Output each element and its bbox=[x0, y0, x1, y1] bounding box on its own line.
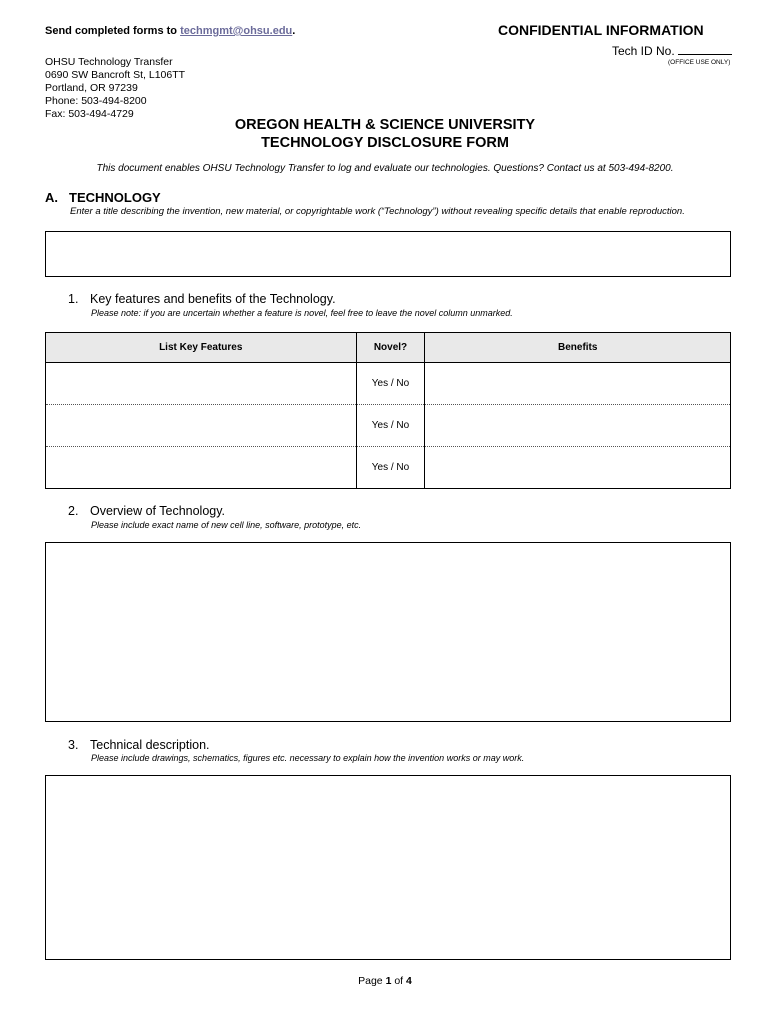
confidential-label: CONFIDENTIAL INFORMATION bbox=[498, 22, 704, 38]
novel-cell[interactable]: Yes / No bbox=[356, 447, 425, 489]
benefit-cell[interactable] bbox=[425, 447, 731, 489]
feature-cell[interactable] bbox=[46, 405, 357, 447]
item-3-note: Please include drawings, schematics, figures etc. necessary to explain how the invention works or may work. bbox=[91, 753, 525, 763]
novel-cell[interactable]: Yes / No bbox=[356, 405, 425, 447]
item-2-title: Overview of Technology. bbox=[90, 504, 226, 518]
feature-cell[interactable] bbox=[46, 363, 357, 405]
address-line: Phone: 503-494-8200 bbox=[45, 95, 147, 107]
page-current: 1 bbox=[385, 975, 392, 987]
send-instructions bbox=[45, 25, 295, 37]
table-row bbox=[46, 363, 731, 405]
section-a-instruction: Enter a title describing the invention, new material, or copyrightable work (“Technology”) without revealing specific details that enable reproduction. bbox=[70, 206, 685, 217]
benefit-cell[interactable] bbox=[425, 363, 731, 405]
item-3-number: 3. bbox=[68, 738, 79, 752]
section-a-title: TECHNOLOGY bbox=[69, 190, 161, 205]
item-2-heading bbox=[68, 504, 225, 518]
email-link[interactable]: techmgmt@ohsu.edu bbox=[180, 25, 293, 37]
intro-text: This document enables OHSU Technology Transfer to log and evaluate our technologies. Questions? Contact us at 503-494-8200. bbox=[96, 163, 674, 174]
table-header-row bbox=[46, 333, 731, 363]
tech-id-field bbox=[612, 43, 732, 58]
page-total: 4 bbox=[406, 975, 412, 987]
item-1-heading bbox=[68, 292, 336, 306]
benefit-cell[interactable] bbox=[425, 405, 731, 447]
technical-description-field[interactable] bbox=[45, 775, 731, 960]
title-line-1: OREGON HEALTH & SCIENCE UNIVERSITY bbox=[234, 117, 536, 133]
page-of: of bbox=[394, 975, 404, 987]
novel-cell[interactable]: Yes / No bbox=[356, 363, 425, 405]
key-features-table bbox=[45, 332, 731, 489]
address-line: 0690 SW Bancroft St, L106TT bbox=[45, 69, 186, 81]
item-1-number: 1. bbox=[68, 292, 79, 306]
column-header-novel: Novel? bbox=[356, 333, 425, 363]
item-2-number: 2. bbox=[68, 504, 79, 518]
title-line-2: TECHNOLOGY DISCLOSURE FORM bbox=[261, 135, 509, 151]
table-row bbox=[46, 405, 731, 447]
tech-id-label: Tech ID No. bbox=[612, 44, 675, 58]
section-a-letter: A. bbox=[45, 190, 58, 205]
column-header-features: List Key Features bbox=[46, 333, 357, 363]
address-line: Portland, OR 97239 bbox=[45, 82, 138, 94]
page-word: Page bbox=[358, 975, 383, 987]
feature-cell[interactable] bbox=[46, 447, 357, 489]
address-block bbox=[45, 56, 185, 121]
item-1-note: Please note: if you are uncertain whether a feature is novel, feel free to leave the novel column unmarked. bbox=[91, 308, 513, 318]
table-row bbox=[46, 447, 731, 489]
item-2-note: Please include exact name of new cell line, software, prototype, etc. bbox=[91, 520, 362, 530]
send-suffix: . bbox=[292, 25, 296, 37]
item-3-title: Technical description. bbox=[90, 738, 210, 752]
item-1-title: Key features and benefits of the Technology. bbox=[90, 292, 336, 306]
page-title bbox=[0, 116, 770, 152]
item-3-heading bbox=[68, 738, 210, 752]
technology-title-field[interactable] bbox=[45, 231, 731, 277]
page-number bbox=[0, 975, 770, 987]
office-use-note: (OFFICE USE ONLY) bbox=[668, 59, 731, 66]
address-line: OHSU Technology Transfer bbox=[45, 56, 173, 68]
column-header-benefits: Benefits bbox=[425, 333, 731, 363]
address-line: Fax: 503-494-4729 bbox=[45, 108, 134, 120]
send-prefix: Send completed forms to bbox=[45, 25, 181, 37]
section-a-heading bbox=[45, 190, 161, 205]
tech-id-blank bbox=[678, 43, 732, 55]
overview-field[interactable] bbox=[45, 542, 731, 722]
